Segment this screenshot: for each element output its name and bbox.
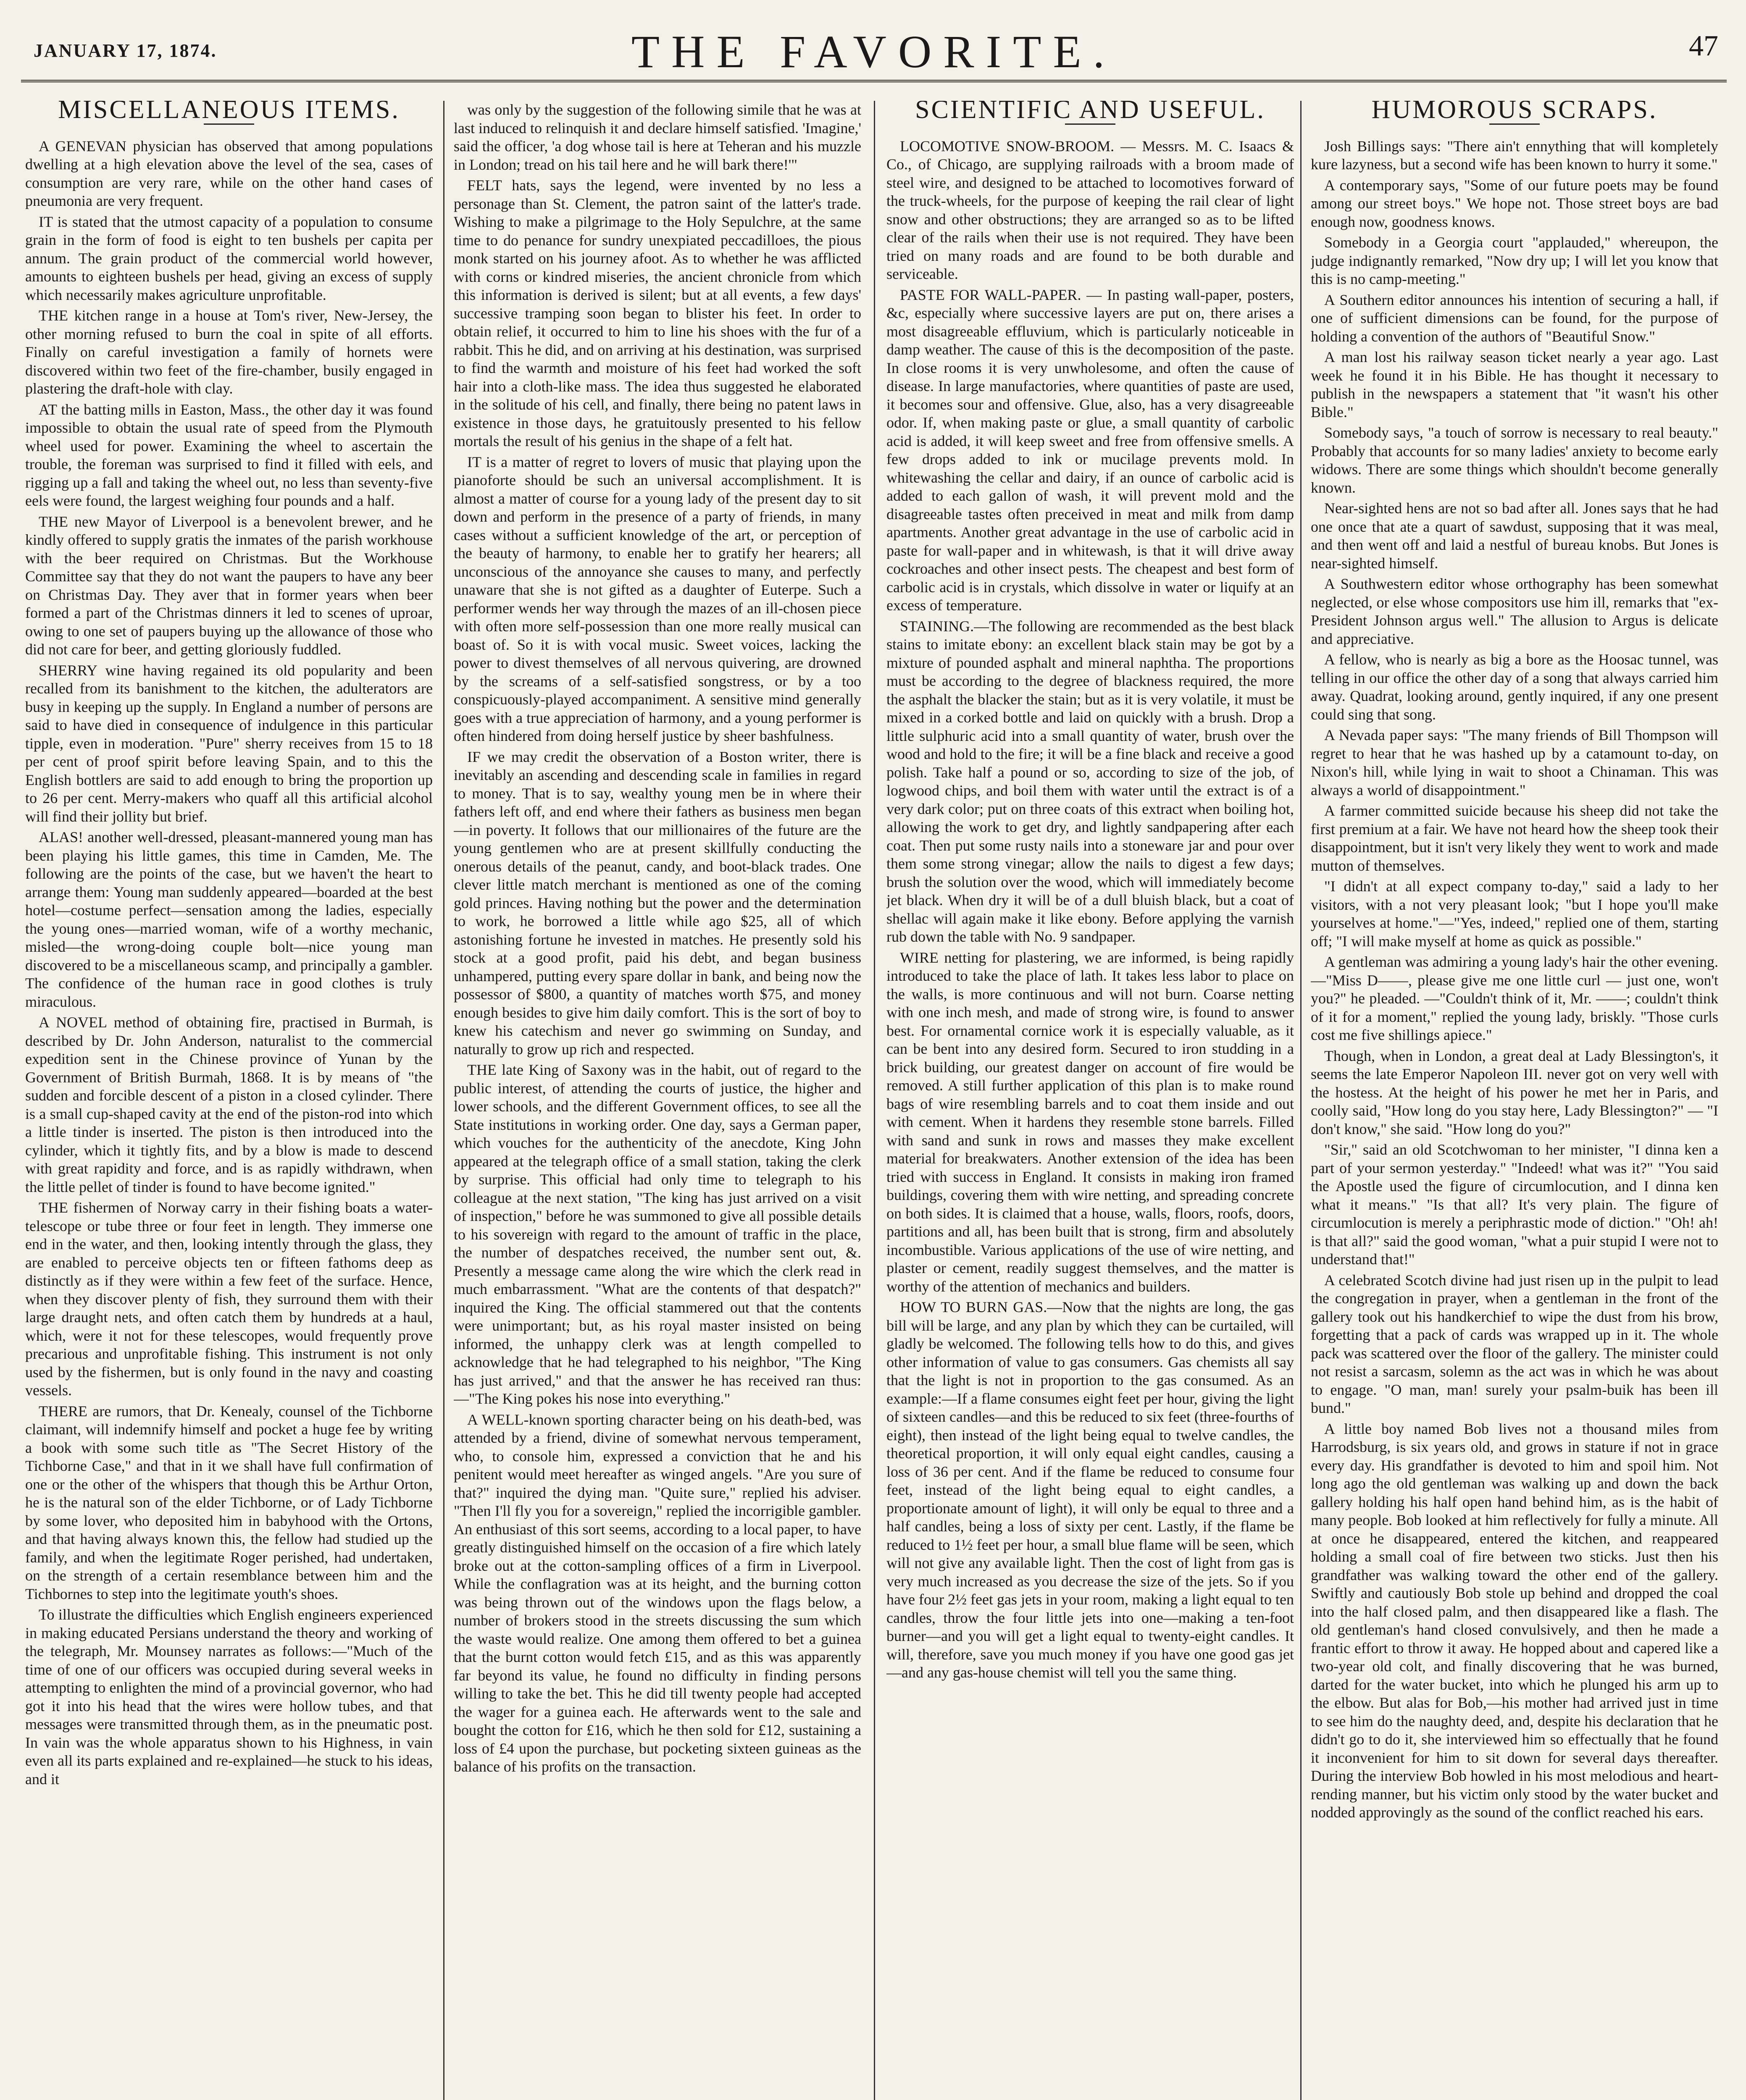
section-heading: SCIENTIFIC AND USEFUL.	[915, 101, 1265, 124]
issue-date: JANUARY 17, 1874.	[34, 40, 217, 61]
column-3	[886, 101, 1294, 2100]
article-paragraph: To illustrate the difficulties which English engineers experienced in making educated Persians understand the theory and working of the telegraph, Mr. Mounsey narrates as follows:—"Much of the time of one of our officers was occupied during several weeks in attempting to enlighten the mind of a provincial governor, who had got it into his head that the wires were hollow tubes, and that messages were transmitted through them, as in the pneumatic post. In vain was the whole apparatus shown to his Highness, in vain even all its parts explained and re-explained—he stuck to his ideas, and it	[25, 1606, 433, 1788]
column-4	[1311, 101, 1718, 2100]
section-heading: HUMOROUS SCRAPS.	[1371, 101, 1658, 124]
article-paragraph: IT is stated that the utmost capacity of a population to consume grain in the form of food is eight to ten bushels per capita per annum. The grain product of the commercial world however, amounts to eighteen bushels per head, giving an excess of supply which necessarily makes agriculture unprofitable.	[25, 213, 433, 303]
article-paragraph: THE new Mayor of Liverpool is a benevolent brewer, and he kindly offered to supply gratis the inmates of the parish workhouse with the beer required on Christmas. But the Workhouse Committee say that they do not want the paupers to have any beer on Christmas Day. They aver that in former years when beer formed a part of the Christmas dinners it led to scenes of uproar, owing to one set of paupers buying up the allowance of those who did not care for beer, and getting gloriously fuddled.	[25, 513, 433, 658]
article-paragraph: Near-sighted hens are not so bad after all. Jones says that he had one once that ate a quart of sawdust, supposing that it was meal, and then went off and laid a nestful of bureau knobs. But Jones is near-sighted himself.	[1311, 500, 1718, 572]
article-paragraph: Somebody says, "a touch of sorrow is necessary to real beauty." Probably that accounts for so many ladies' anxiety to become early widows. There are some things which shouldn't become generally known.	[1311, 424, 1718, 496]
article-paragraph: "I didn't at all expect company to-day," said a lady to her visitors, with a not very pleasant look; "but I hope you'll make yourselves at home."—"Yes, indeed," replied one of them, starting off; "I will make myself at home as quick as possible."	[1311, 878, 1718, 950]
article-paragraph: HOW TO BURN GAS.—Now that the nights are long, the gas bill will be large, and any plan by which they can be curtailed, will gladly be welcomed. The following tells how to do this, and gives other information of value to gas consumers. Gas chemists all say that the light is not in proportion to the gas consumed. As an example:—If a flame consumes eight feet per hour, giving the light of sixteen candles—and this be reduced to six feet (three-fourths of eight), then instead of the light being equal to twelve candles, the theoretical proportion, it will only equal eight candles, causing a loss of 36 per cent. And if the flame be reduced to consume four feet, instead of the light being equal to eight candles, a proportionate amount of light), it will only be equal to three and a half candles, being a loss of sixty per cent. Lastly, if the flame be reduced to 1½ feet per hour, a small blue flame will be seen, which will not give any available light. Then the cost of light from gas is very much increased as you decrease the size of the jets. So if you have four 2½ feet gas jets in your room, making a light equal to ten candles, throw the four little jets into one—making a ten-foot burner—and you will get a light equal to twenty-eight candles. It will, therefore, save you much money if you have one good gas jet—and any gas-house chemist will tell you the same thing.	[886, 1299, 1294, 1681]
article-paragraph: "Sir," said an old Scotchwoman to her minister, "I dinna ken a part of your sermon yesterday." "Indeed! what was it?" "You said the Apostle used the figure of circumlocution, and I dinna ken what it means." "Is that all? It's very plain. The figure of circumlocution is merely a periphrastic mode of diction." "Oh! ah! is that all?" said the good woman, "what a puir stupid I were not to understand that!"	[1311, 1141, 1718, 1268]
column-2	[454, 101, 861, 2100]
page-header	[21, 17, 1727, 82]
article-paragraph: A GENEVAN physician has observed that among populations dwelling at a high elevation above the level of the sea, cases of consumption are very rare, while on the other hand cases of pneumonia are very frequent.	[25, 137, 433, 209]
article-paragraph: Josh Billings says: "There ain't ennything that will kompletely kure lazyness, but a second wife has been known to hurry it some."	[1311, 137, 1718, 173]
article-paragraph: A contemporary says, "Some of our future poets may be found among our street boys." We hope not. Those street boys are bad enough now, goodness knows.	[1311, 176, 1718, 230]
column-1	[25, 101, 433, 2100]
article-paragraph: A farmer committed suicide because his sheep did not take the first premium at a fair. We have not heard how the sheep took their disappointment, but it isn't very likely they went to work and made mutton of themselves.	[1311, 802, 1718, 874]
article-paragraph: WIRE netting for plastering, we are informed, is being rapidly introduced to take the place of lath. It takes less labor to place on the walls, is more continuous and will not burn. Coarse netting with one inch mesh, and made of strong wire, is found to answer best. For ornamental cornice work it is especially valuable, as it can be bent into any desired form. Secured to iron studding in a brick building, our greatest danger on account of fire would be removed. A still further application of this plan is to make round bags of wire resembling barrels and to coat them inside and out with cement. When it hardens they resemble stone barrels. Filled with sand and sunk in rows and masses they make excellent material for breakwaters. Another extension of the idea has been tried with success in England. It consists in making iron framed buildings, covering them with wire netting, and spreading concrete on both sides. It is claimed that a house, walls, floors, roofs, doors, partitions and all, has been built that is strong, firm and absolutely incombustible. Various applications of the use of wire netting, and plaster or cement, readily suggest themselves, and the matter is worthy of the attention of mechanics and builders.	[886, 949, 1294, 1295]
article-paragraph: A celebrated Scotch divine had just risen up in the pulpit to lead the congregation in prayer, when a gentleman in the front of the gallery took out his handkerchief to wipe the dust from his brow, forgetting that a pack of cards was wrapped up in it. The whole pack was scattered over the floor of the gallery. The minister could not resist a sarcasm, solemn as the act was in which he was about to engage. "O man, man! surely your psalm-buik has been ill bund."	[1311, 1271, 1718, 1416]
article-paragraph: Though, when in London, a great deal at Lady Blessington's, it seems the late Emperor Napoleon III. never got on very well with the hostess. At the height of his power he met her in Paris, and coolly said, "How long do you stay here, Lady Blessington?" — "I don't know," she said. "How long do you?"	[1311, 1047, 1718, 1137]
article-paragraph: IF we may credit the observation of a Boston writer, there is inevitably an ascending and descending scale in families in regard to money. That is to say, wealthy young men be in where their fathers left off, and end where their fathers as business men began—in poverty. It follows that our millionaires of the future are the young gentlemen who are at present skillfully conducting the onerous details of the peanut, candy, and boot-black trades. One clever little match merchant is mentioned as one of the coming gold princes. Having nothing but the power and the determination to work, he borrowed a little while ago $25, all of which astonishing fortune he invested in matches. He presently sold his stock at a good profit, paid his debt, and began business unhampered, putting every spare dollar in bank, and being now the possessor of $800, a quantity of matches worth $75, and money enough besides to give him daily comfort. This is the sort of boy to knew his catechism and never go swimming on Sunday, and naturally to grow up rich and respected.	[454, 748, 861, 1058]
article-paragraph: THE late King of Saxony was in the habit, out of regard to the public interest, of attending the courts of justice, the higher and lower schools, and the different Government offices, to see all the State institutions in working order. One day, says a German paper, which vouches for the authenticity of the anecdote, King John appeared at the telegraph office of a small station, taking the clerk by surprise. This official had only time to telegraph to his colleague at the next station, "The king has just arrived on a visit of inspection," before he was summoned to give all possible details to his sovereign with regard to the amount of traffic in the place, the number of despatches received, the number sent out, &. Presently a message came along the wire which the clerk read in much embarrassment. "What are the contents of that despatch?" inquired the King. The official stammered out that the contents were unimportant; but, as his royal master insisted on being informed, the unhappy clerk was at length compelled to acknowledge that he had telegraphed to his neighbor, "The King has just arrived," and that the answer he has received ran thus: —"The King pokes his nose into everything."	[454, 1061, 861, 1407]
article-paragraph: THE kitchen range in a house at Tom's river, New-Jersey, the other morning refused to burn the coal in spite of all efforts. Finally on careful investigation a family of hornets were discovered within two feet of the fire-chamber, busily engaged in plastering the draft-hole with clay.	[25, 307, 433, 397]
article-paragraph: THE fishermen of Norway carry in their fishing boats a water-telescope or tube three or four feet in length. They immerse one end in the water, and then, looking intently through the glass, they are enabled to perceive objects ten or fifteen fathoms deep as distinctly as if they were within a few feet of the surface. Hence, when they discover plenty of fish, they surround them with their large draught nets, and often catch them by hundreds at a haul, which, were it not for these telescopes, would frequently prove precarious and unprofitable fishing. This instrument is not only used by the fishermen, but is only found in the navy and coasting vessels.	[25, 1199, 433, 1399]
article-paragraph: A fellow, who is nearly as big a bore as the Hoosac tunnel, was telling in our office the other day of a song that always carried him away. Quadrat, looking around, gently inquired, if any one present could sing that song.	[1311, 651, 1718, 723]
column-divider	[874, 101, 875, 2100]
article-paragraph: A WELL-known sporting character being on his death-bed, was attended by a friend, divine of somewhat nervous temperament, who, to console him, expressed a conviction that he and his penitent would meet hereafter as winged angels. "Are you sure of that?" inquired the dying man. "Quite sure," replied his adviser. "Then I'll fly you for a sovereign," replied the incorrigible gambler. An enthusiast of this sort seems, according to a local paper, to have greatly distinguished himself on the occasion of a fire which lately broke out at the cotton-sampling offices of a firm in Liverpool. While the conflagration was at its height, and the burning cotton was being thrown out of the windows upon the flags below, a number of brokers stood in the streets discussing the sum which the waste would realize. One among them offered to bet a guinea that the burnt cotton would fetch £15, and as this was apparently far beyond its value, he found no difficulty in finding persons willing to take the bet. This he did till twenty people had accepted the wager for a guinea each. He afterwards went to the sale and bought the cotton for £16, which he then sold for £12, sustaining a loss of £4 upon the purchase, but pocketing sixteen guineas as the balance of his profits on the transaction.	[454, 1411, 861, 1775]
column-divider	[443, 101, 444, 2100]
article-paragraph: A gentleman was admiring a young lady's hair the other evening. —"Miss D——, please give me one little curl — just one, won't you?" he pleaded. —"Couldn't think of it, Mr. ——; couldn't think of it for a moment," replied the young lady, briskly. "Those curls cost me five shillings apiece."	[1311, 953, 1718, 1043]
article-paragraph: THERE are rumors, that Dr. Kenealy, counsel of the Tichborne claimant, will indemnify himself and pocket a huge fee by writing a book with some such title as "The Secret History of the Tichborne Case," and that in it we shall have full confirmation of one or the other of the whispers that though this be Arthur Orton, he is the natural son of the elder Tichborne, or of Lady Tichborne by some lover, who deposited him in babyhood with the Ortons, and that having always known this, the fellow had studied up the family, and when the legitimate Roger perished, had undertaken, on the strength of a certain resemblance between him and the Tichbornes to step into the legitimate youth's shoes.	[25, 1402, 433, 1602]
article-paragraph: A little boy named Bob lives not a thousand miles from Harrodsburg, is six years old, and grows in stature if not in grace every day. His grandfather is devoted to him and spoil him. Not long ago the old gentleman was walking up and down the back gallery holding his half open hand behind him, as is the habit of many people. Bob looked at him reflectively for fully a minute. All at once he disappeared, entered the kitchen, and reappeared holding a small coal of fire between two sticks. Just then his grandfather was walking toward the other end of the gallery. Swiftly and cautiously Bob stole up behind and dropped the coal into the half closed palm, and then disappeared like a flash. The old gentleman's hand closed convulsively, and then he made a frantic effort to throw it away. He hopped about and capered like a two-year old colt, and finally discovering that he was burned, darted for the water bucket, into which he plunged his arm up to the elbow. But alas for Bob,—his mother had arrived just in time to see him do the naughty deed, and, despite his declaration that he didn't go to do it, she interviewed him so effectually that he found it inconvenient for him to sit down for several days thereafter. During the interview Bob howled in his most melodious and heart-rending manner, but his victim only stood by the water bucket and nodded approvingly as the sound of the conflict reached his ears.	[1311, 1420, 1718, 1821]
article-paragraph: A Nevada paper says: "The many friends of Bill Thompson will regret to hear that he was hashed up by a catamount to-day, on Nixon's hill, while lying in wait to shoot a Chinaman. This was always a world of disappointment."	[1311, 727, 1718, 798]
article-paragraph: IT is a matter of regret to lovers of music that playing upon the pianoforte should be such an universal accomplishment. It is almost a matter of course for a young lady of the present day to sit down and perform in the presence of a party of friends, in many cases without a sufficient knowledge of the art, or perception of the beauty of harmony, to enable her to gratify her hearers; all unconscious of the annoyance she causes to many, and perfectly unaware that she is not gifted as a daughter of Euterpe. Such a performer wends her way through the mazes of an ill-chosen piece with often more self-possession than one more really musical can boast of. So it is with vocal music. Sweet voices, lacking the power to divest themselves of all nervous quivering, are drowned by the screams of a self-satisfied songstress, or by a too conspicuously-played accompaniment. A sensitive mind generally goes with a true appreciation of harmony, and a young performer is often hindered from doing herself justice by sheer bashfulness.	[454, 453, 861, 744]
article-paragraph: PASTE FOR WALL-PAPER. — In pasting wall-paper, posters, &c, especially where successive layers are put on, there arises a most disagreeable effluvium, which is particularly noticeable in damp weather. The cause of this is the decomposition of the paste. In close rooms it is very unwholesome, and often the cause of disease. In large manufactories, where quantities of paste are used, it becomes sour and offensive. Glue, also, has a very disagreeable odor. If, when making paste or glue, a small quantity of carbolic acid is added, it will keep sweet and free from offensive smells. A few drops added to ink or mucilage prevents mold. In whitewashing the cellar and dairy, if an ounce of carbolic acid is added to each gallon of wash, it will prevent mold and the disagreeable tastes often preceived in meat and milk from damp apartments. Another great advantage in the use of carbolic acid in paste for wall-paper and in whitewash, is that it will drive away cockroaches and other insect pests. The cheapest and best form of carbolic acid is in crystals, which dissolve in water or liquify at an excess of temperature.	[886, 286, 1294, 614]
article-paragraph: A NOVEL method of obtaining fire, practised in Burmah, is described by Dr. John Anderson, naturalist to the commercial expedition sent in the Chinese province of Yunan by the Government of British Burmah, 1868. It is by means of "the sudden and forcible descent of a piston in a closed cylinder. There is a small cup-shaped cavity at the end of the piston-rod into which a little tinder is inserted. The piston is then introduced into the cylinder, which it tightly fits, and by a blow is made to descend with great rapidity and force, and is as rapidly withdrawn, when the little pellet of tinder is found to have become ignited."	[25, 1014, 433, 1195]
article-paragraph: A Southwestern editor whose orthography has been somewhat neglected, or else whose compositors use him ill, remarks that "ex-President Johnson argus well." The allusion to Argus is delicate and appreciative.	[1311, 575, 1718, 647]
article-paragraph: SHERRY wine having regained its old popularity and been recalled from its banishment to the kitchen, the adulterators are busy in keeping up the supply. In England a number of persons are said to have died in consequence of indulgence in this particular tipple, even in moderation. "Pure" sherry receives from 15 to 18 per cent of proof spirit before leaving Spain, and to this the English bottlers are said to add enough to bring the proportion up to 26 per cent. Merry-makers who quaff all this artificial alcohol will find their jollity but brief.	[25, 662, 433, 825]
page-number: 47	[1689, 30, 1718, 62]
article-paragraph: LOCOMOTIVE SNOW-BROOM. — Messrs. M. C. Isaacs & Co., of Chicago, are supplying railroads with a broom made of steel wire, and designed to be attached to locomotives forward of the truck-wheels, for the purpose of keeping the rail clear of light snow and other obstructions; they are arranged so as to be lifted clear of the rails when their use is not required. They have been tried on many roads and are found to be both durable and serviceable.	[886, 137, 1294, 282]
article-paragraph: was only by the suggestion of the following simile that he was at last induced to relinquish it and declare himself satisfied. 'Imagine,' said the officer, 'a dog whose tail is here at Teheran and his muzzle in London; tread on his tail here and he will bark there!'"	[454, 101, 861, 173]
article-paragraph: ALAS! another well-dressed, pleasant-mannered young man has been playing his little games, this time in Camden, Me. The following are the points of the case, but we haven't the heart to arrange them: Young man suddenly appeared—boarded at the best hotel—costume perfect—sensation among the ladies, especially the young ones—married woman, wife of a worthy mechanic, misled—the wrong-doing couple bolt—nice young man discovered to be a miscellaneous scamp, and principally a gambler. The confidence of the human race in good clothes is truly miraculous.	[25, 829, 433, 1010]
article-paragraph: AT the batting mills in Easton, Mass., the other day it was found impossible to obtain the usual rate of speed from the Plymouth wheel used for power. Examining the wheel to ascertain the trouble, the foreman was surprised to find it filled with eels, and rigging up a fall and taking the wheel out, no less than seventy-five eels were found, the largest weighing four pounds and a half.	[25, 401, 433, 509]
masthead-title: THE FAVORITE.	[631, 26, 1117, 77]
newspaper-page	[21, 17, 1727, 2100]
article-paragraph: A man lost his railway season ticket nearly a year ago. Last week he found it in his Bible. He has thought it necessary to publish in the newspapers a statement that "it wasn't his other Bible."	[1311, 349, 1718, 420]
article-paragraph: STAINING.—The following are recommended as the best black stains to imitate ebony: an excellent black stain may be got by a mixture of pounded asphalt and mineral naphtha. The proportions must be according to the degree of blackness required, the more the asphalt the blacker the stain; but as it is very volatile, it must be mixed in a corked bottle and laid on quickly with a brush. Drop a little sulphuric acid into a small quantity of water, brush over the wood and hold to the fire; it will be a fine black and receive a good polish. Take half a pound or so, according to size of the job, of logwood chips, and boil them with water until the extract is of a very dark color; put on three coats of this extract when boiling hot, allowing the work to get dry, and lightly sandpapering after each coat. Then put some rusty nails into a stoneware jar and pour over them some strong vinegar; allow the nails to digest a few days; brush the solution over the wood, which will immediately become jet black. When dry it will be of a dull bluish black, but a coat of shellac will again make it like ebony. Before applying the varnish rub down the table with No. 9 sandpaper.	[886, 617, 1294, 945]
article-paragraph: A Southern editor announces his intention of securing a hall, if one of sufficient dimensions can be found, for the purpose of holding a convention of the authors of "Beautiful Snow."	[1311, 291, 1718, 345]
article-paragraph: Somebody in a Georgia court "applauded," whereupon, the judge indignantly remarked, "Now dry up; I will let you know that this is no camp-meeting."	[1311, 234, 1718, 287]
article-paragraph: FELT hats, says the legend, were invented by no less a personage than St. Clement, the patron saint of the latter's trade. Wishing to make a pilgrimage to the Holy Sepulchre, at the same time to do penance for sundry unexpiated peccadilloes, the pious monk started on his journey afoot. As to whether he was afflicted with corns or kindred miseries, the ancient chronicle from which this information is derived is silent; but at all events, a few days' successive tramping soon began to blister his feet. In order to obtain relief, it occurred to him to line his shoes with the fur of a rabbit. This he did, and on arriving at his destination, was surprised to find the warmth and moisture of his feet had worked the soft hair into a cloth-like mass. The idea thus suggested he elaborated in the solitude of his cell, and finally, there being no patent laws in existence in those days, he gratuitously presented to his fellow mortals the result of his genius in the shape of a felt hat.	[454, 177, 861, 449]
section-heading: MISCELLANEOUS ITEMS.	[58, 101, 400, 124]
column-divider	[1300, 101, 1302, 2100]
